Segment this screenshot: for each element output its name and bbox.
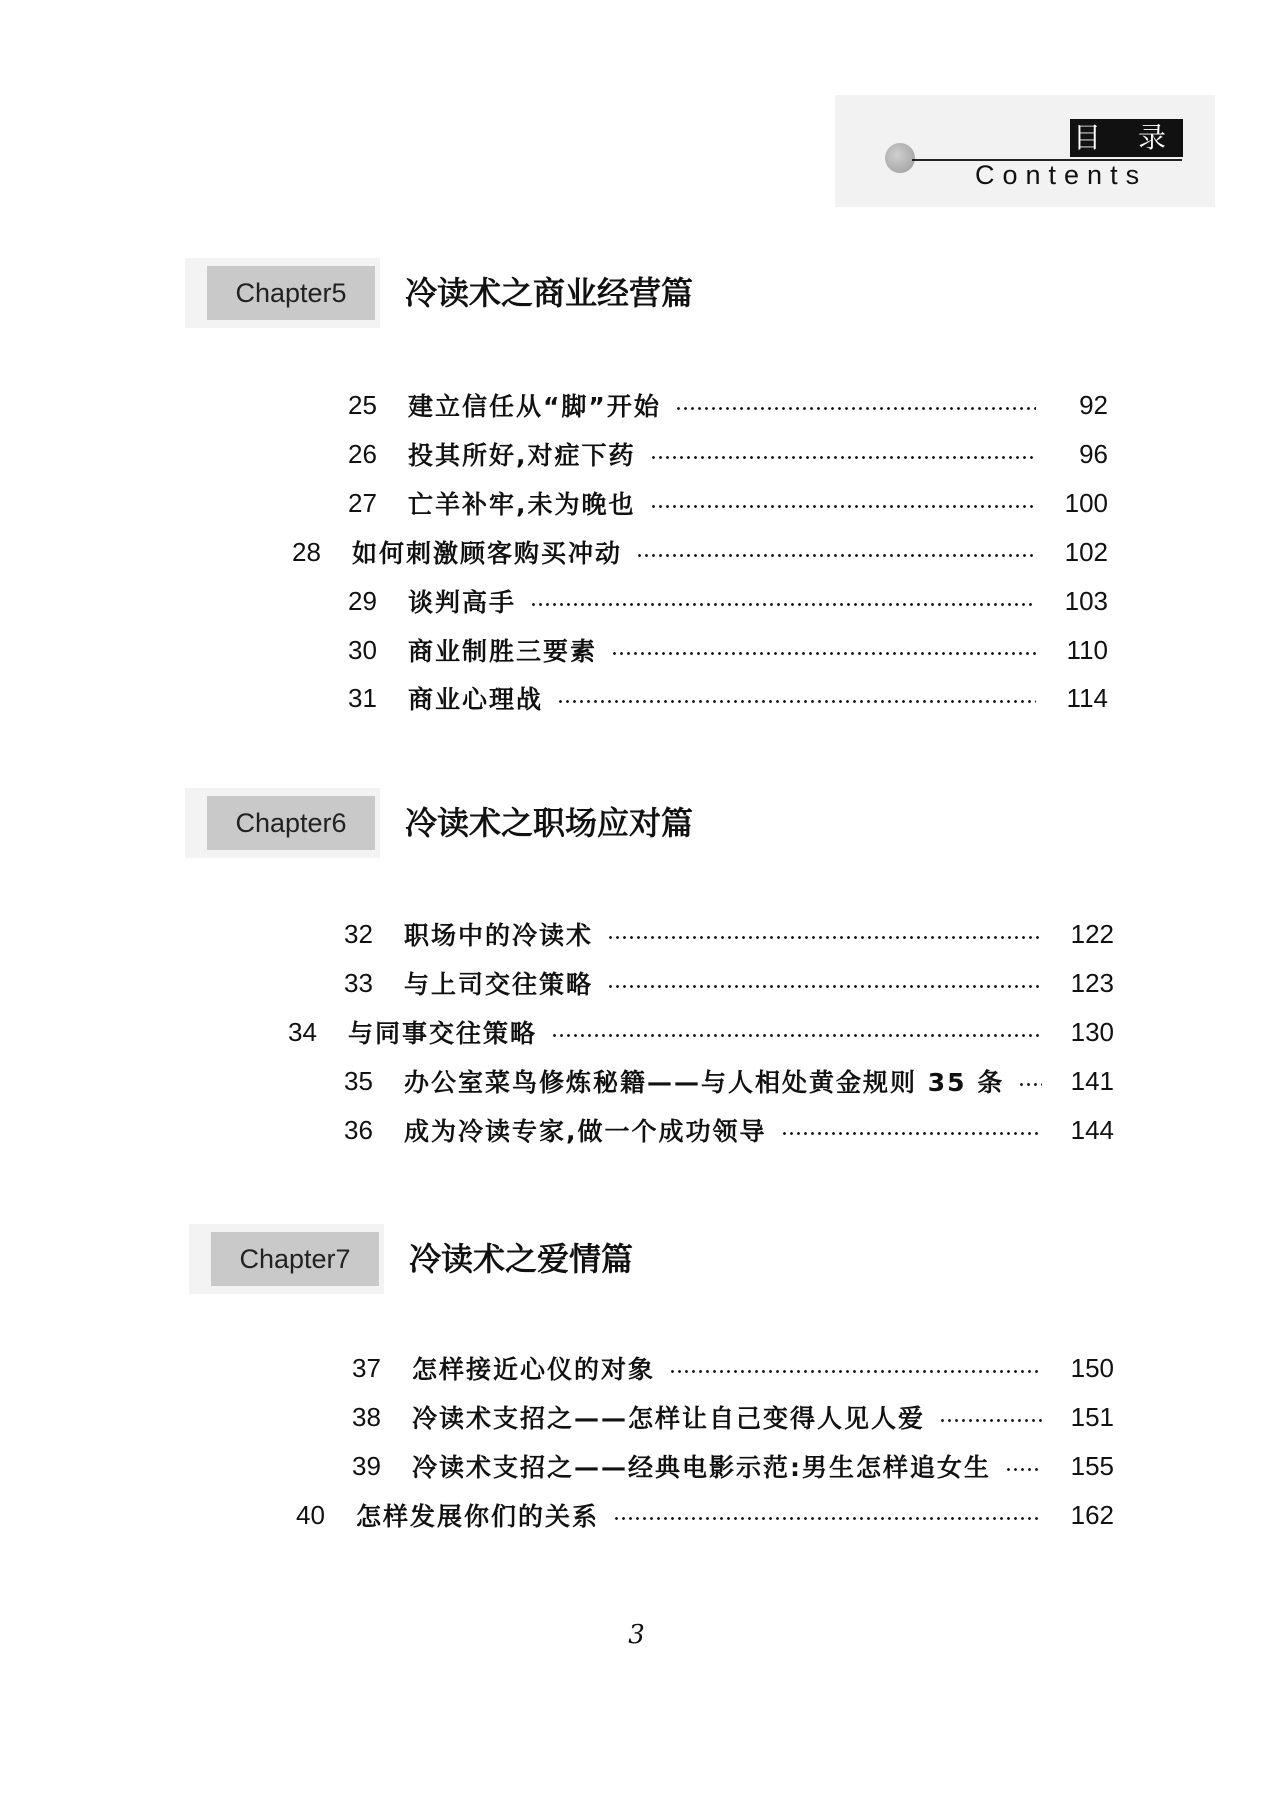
dot-leader bbox=[675, 407, 1036, 410]
dot-leader bbox=[551, 1034, 1042, 1037]
header-circle-ornament bbox=[885, 143, 915, 173]
dot-leader bbox=[607, 936, 1042, 939]
dot-leader bbox=[1018, 1083, 1042, 1086]
dot-leader bbox=[650, 456, 1037, 459]
entry-number: 36 bbox=[344, 1114, 373, 1145]
entry-page: 110 bbox=[1066, 634, 1108, 665]
page-number: 3 bbox=[628, 1620, 645, 1650]
entry-number: 32 bbox=[344, 918, 373, 949]
toc-entry[interactable] bbox=[288, 1010, 1114, 1054]
entry-number: 25 bbox=[348, 389, 377, 420]
chapter-label: Chapter6 bbox=[207, 796, 375, 850]
entry-page: 122 bbox=[1070, 918, 1114, 949]
entry-number: 26 bbox=[348, 438, 377, 469]
entry-number: 38 bbox=[352, 1401, 381, 1432]
dot-leader bbox=[636, 554, 1036, 557]
chapter-title: 冷读术之爱情篇 bbox=[409, 1240, 634, 1278]
toc-entry[interactable] bbox=[296, 1493, 1114, 1537]
dot-leader bbox=[781, 1132, 1043, 1135]
dot-leader bbox=[557, 700, 1036, 703]
entry-title: 与同事交往策略 bbox=[348, 1019, 538, 1048]
toc-entry[interactable] bbox=[352, 1346, 1114, 1390]
entry-page: 102 bbox=[1064, 536, 1108, 567]
dot-leader bbox=[939, 1419, 1042, 1422]
entry-title: 怎样发展你们的关系 bbox=[356, 1502, 600, 1531]
entry-number: 30 bbox=[348, 634, 377, 665]
toc-entry[interactable] bbox=[352, 1444, 1114, 1488]
entry-page: 151 bbox=[1070, 1401, 1114, 1432]
dot-leader bbox=[607, 985, 1042, 988]
entry-page: 92 bbox=[1079, 389, 1108, 420]
entry-page: 103 bbox=[1064, 585, 1108, 616]
entry-title: 冷读术支招之——经典电影示范:男生怎样追女生 bbox=[412, 1453, 991, 1482]
chapter-title: 冷读术之商业经营篇 bbox=[405, 274, 694, 312]
toc-entry[interactable] bbox=[344, 961, 1114, 1005]
contents-title-cn: 目 录 bbox=[1070, 119, 1183, 157]
toc-entry[interactable] bbox=[344, 1059, 1114, 1103]
entry-title: 商业制胜三要素 bbox=[408, 637, 598, 666]
entry-title: 商业心理战 bbox=[408, 685, 544, 714]
entry-title: 谈判高手 bbox=[408, 588, 517, 617]
entry-page: 150 bbox=[1070, 1352, 1114, 1383]
entry-number: 34 bbox=[288, 1016, 317, 1047]
dot-leader bbox=[530, 603, 1036, 606]
chapter-title: 冷读术之职场应对篇 bbox=[405, 804, 694, 842]
entry-page: 144 bbox=[1070, 1114, 1114, 1145]
entry-title: 冷读术支招之——怎样让自己变得人见人爱 bbox=[412, 1404, 926, 1433]
toc-entry[interactable] bbox=[348, 628, 1108, 672]
dot-leader bbox=[611, 652, 1036, 655]
toc-entry[interactable] bbox=[344, 912, 1114, 956]
entry-page: 114 bbox=[1066, 682, 1108, 713]
entry-number: 28 bbox=[292, 536, 321, 567]
entry-page: 130 bbox=[1070, 1016, 1114, 1047]
entry-page: 162 bbox=[1070, 1499, 1114, 1530]
entry-page: 141 bbox=[1070, 1065, 1114, 1096]
contents-title-en: Contents bbox=[975, 160, 1148, 190]
entry-title: 建立信任从“脚”开始 bbox=[408, 392, 661, 421]
dot-leader bbox=[650, 505, 1037, 508]
chapter-label: Chapter5 bbox=[207, 266, 375, 320]
dot-leader bbox=[613, 1517, 1042, 1520]
entry-number: 40 bbox=[296, 1499, 325, 1530]
toc-entry[interactable] bbox=[292, 530, 1108, 574]
toc-entry[interactable] bbox=[348, 383, 1108, 427]
entry-title: 投其所好,对症下药 bbox=[408, 441, 636, 470]
entry-title: 职场中的冷读术 bbox=[404, 921, 594, 950]
toc-entry[interactable] bbox=[348, 432, 1108, 476]
toc-entry[interactable] bbox=[348, 676, 1108, 720]
entry-title: 怎样接近心仪的对象 bbox=[412, 1355, 656, 1384]
entry-number: 31 bbox=[348, 682, 377, 713]
entry-number: 39 bbox=[352, 1450, 381, 1481]
dot-leader bbox=[1005, 1468, 1042, 1471]
entry-number: 27 bbox=[348, 487, 377, 518]
dot-leader bbox=[669, 1370, 1042, 1373]
toc-entry[interactable] bbox=[352, 1395, 1114, 1439]
entry-page: 123 bbox=[1070, 967, 1114, 998]
entry-number: 37 bbox=[352, 1352, 381, 1383]
entry-number: 33 bbox=[344, 967, 373, 998]
entry-title: 如何刺激顾客购买冲动 bbox=[352, 539, 623, 568]
entry-title: 成为冷读专家,做一个成功领导 bbox=[404, 1117, 767, 1146]
toc-entry[interactable] bbox=[348, 481, 1108, 525]
entry-page: 100 bbox=[1064, 487, 1108, 518]
entry-title: 亡羊补牢,未为晚也 bbox=[408, 490, 636, 519]
entry-page: 155 bbox=[1070, 1450, 1114, 1481]
chapter-label: Chapter7 bbox=[211, 1232, 379, 1286]
entry-title: 办公室菜鸟修炼秘籍——与人相处黄金规则 35 条 bbox=[404, 1068, 1005, 1097]
entry-number: 29 bbox=[348, 585, 377, 616]
entry-title: 与上司交往策略 bbox=[404, 970, 594, 999]
toc-entry[interactable] bbox=[344, 1108, 1114, 1152]
entry-page: 96 bbox=[1079, 438, 1108, 469]
entry-number: 35 bbox=[344, 1065, 373, 1096]
toc-entry[interactable] bbox=[348, 579, 1108, 623]
